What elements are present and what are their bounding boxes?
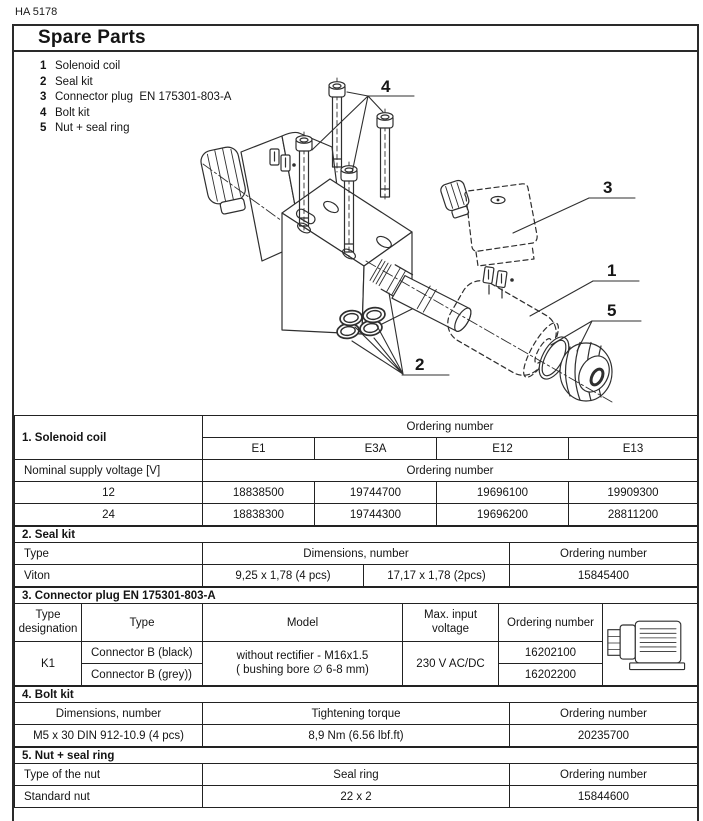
type-designation-cell: K1	[15, 642, 82, 686]
ordering-number-cell: 20235700	[510, 725, 698, 747]
list-item: 4 Bolt kit	[40, 106, 90, 119]
spare-parts-tables	[14, 415, 697, 808]
dimension-cell: 9,25 x 1,78 (4 pcs)	[203, 565, 364, 587]
coil-type-header: E13	[569, 438, 698, 460]
callout-label: 4	[381, 77, 391, 96]
ordering-header-cell: Ordering number	[510, 764, 698, 786]
connector-plug-thumbnail	[605, 613, 695, 673]
title-bar	[14, 26, 697, 52]
solenoid-coil-table	[14, 415, 698, 526]
table-row	[15, 725, 698, 747]
ordering-number-cell: 15844600	[510, 786, 698, 808]
ordering-number-cell: 19696200	[437, 504, 569, 526]
ordering-number-cell: 16202200	[499, 664, 603, 686]
ordering-header-cell: Ordering number	[510, 703, 698, 725]
ordering-header-cell: Ordering number	[203, 416, 698, 438]
nut-seal-ring-table	[14, 747, 698, 808]
section-title-cell: 4. Bolt kit	[15, 687, 698, 703]
ordering-number-cell: 18838500	[203, 482, 315, 504]
knurled-nut-right	[560, 343, 615, 402]
voltage-label-cell: Nominal supply voltage [V]	[15, 460, 203, 482]
seal-type-cell: Viton	[15, 565, 203, 587]
ordering-header-cell: Ordering number	[203, 460, 698, 482]
section-title-cell: 2. Seal kit	[15, 527, 698, 543]
callout-label: 1	[607, 261, 617, 280]
coil-type-header: E12	[437, 438, 569, 460]
connector-plug-ghost	[439, 179, 537, 298]
coil-type-header: E1	[203, 438, 315, 460]
bolt-dimension-cell: M5 x 30 DIN 912-10.9 (4 pcs)	[15, 725, 203, 747]
table-row	[15, 482, 698, 504]
table-row	[15, 504, 698, 526]
voltage-value-cell: 12	[15, 482, 203, 504]
list-item: 5 Nut + seal ring	[40, 122, 130, 135]
bolt	[377, 109, 393, 202]
list-item: 3 Connector plug EN 175301-803-A	[40, 91, 232, 104]
type-header-cell: Type	[82, 604, 203, 642]
model-cell	[203, 642, 403, 686]
connector-type-cell: Connector B (black)	[82, 642, 203, 664]
torque-value-cell: 8,9 Nm (6.56 lbf.ft)	[203, 725, 510, 747]
ordering-number-cell: 19696100	[437, 482, 569, 504]
ordering-header-cell: Ordering number	[499, 604, 603, 642]
seal-ring-size-cell: 22 x 2	[203, 786, 510, 808]
torque-header-cell: Tightening torque	[203, 703, 510, 725]
ordering-number-cell: 19909300	[569, 482, 698, 504]
ordering-number-cell: 15845400	[510, 565, 698, 587]
nut-type-cell: Standard nut	[15, 786, 203, 808]
voltage-value-cell: 24	[15, 504, 203, 526]
connector-type-cell: Connector B (grey))	[82, 664, 203, 686]
nut-type-header-cell: Type of the nut	[15, 764, 203, 786]
ordering-number-cell: 18838300	[203, 504, 315, 526]
section-title-cell: 1. Solenoid coil	[15, 416, 203, 460]
document-code: HA 5178	[15, 6, 58, 18]
table-row	[15, 642, 698, 664]
type-header-cell: Type	[15, 543, 203, 565]
dimensions-header-cell: Dimensions, number	[203, 543, 510, 565]
list-item: 2 Seal kit	[40, 75, 93, 88]
dimension-cell: 17,17 x 1,78 (2pcs)	[364, 565, 510, 587]
coil-type-header: E3A	[315, 438, 437, 460]
connector-plug-thumbnail-cell	[603, 604, 698, 686]
connector-plug-table	[14, 587, 698, 686]
ordering-number-cell: 19744300	[315, 504, 437, 526]
ordering-number-cell: 28811200	[569, 504, 698, 526]
ordering-number-cell: 16202100	[499, 642, 603, 664]
section-title-cell: 5. Nut + seal ring	[15, 748, 698, 764]
model-line: ( bushing bore ∅ 6-8 mm)	[236, 663, 369, 676]
max-voltage-cell: 230 V AC/DC	[403, 642, 499, 686]
list-item: 1 Solenoid coil	[40, 60, 121, 72]
callout-label: 3	[603, 178, 613, 197]
table-row	[15, 565, 698, 587]
model-header-cell: Model	[203, 604, 403, 642]
ordering-number-cell: 19744700	[315, 482, 437, 504]
seal-kit-table	[14, 526, 698, 587]
dimensions-header-cell: Dimensions, number	[15, 703, 203, 725]
spare-parts-exploded-diagram	[14, 50, 697, 415]
callout-label: 5	[607, 301, 617, 320]
section-title-cell: 3. Connector plug EN 175301-803-A	[15, 588, 698, 604]
page-title: Spare Parts	[38, 27, 146, 48]
ordering-header-cell: Ordering number	[510, 543, 698, 565]
max-voltage-header: Max. input voltage	[403, 604, 499, 642]
table-row	[15, 786, 698, 808]
type-designation-header: Type designation	[15, 604, 82, 642]
model-line: without rectifier - M16x1.5	[236, 649, 369, 662]
seal-ring-header-cell: Seal ring	[203, 764, 510, 786]
callout-1	[530, 261, 639, 316]
callout-label: 2	[415, 355, 425, 374]
bolt-kit-table	[14, 686, 698, 747]
